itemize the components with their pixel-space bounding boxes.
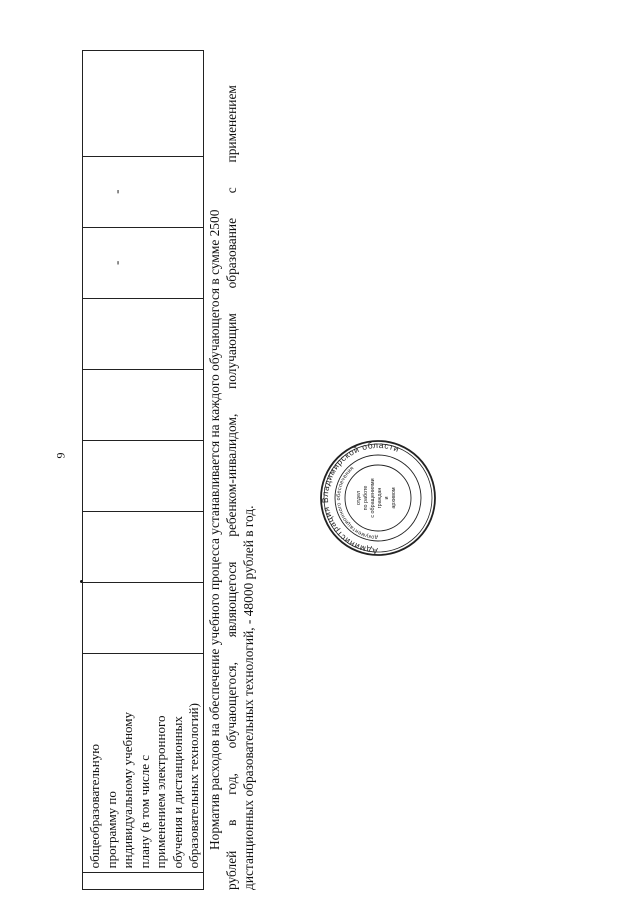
word: год, (224, 773, 239, 795)
budget-table (82, 50, 204, 890)
rotated-page-content (82, 30, 297, 890)
word: образование (224, 217, 239, 289)
label-line: применением электронного (153, 715, 168, 869)
stamp-inner-line: по работе (363, 485, 369, 511)
table-cell-value (83, 441, 204, 512)
word: в (224, 819, 239, 826)
table-cell-value (83, 298, 204, 369)
paragraph-line: Норматив расходов на обеспечение учебного процесса устанавливается на каждого обучающегося в сумме 2500 (207, 209, 222, 850)
label-line: программу по (103, 791, 119, 869)
stamp-outer-text: Администрация Владимирской области (319, 439, 401, 557)
table-cell-value (83, 370, 204, 441)
label-line: образовательных технологий) (186, 703, 201, 869)
word: получающим (224, 313, 239, 389)
word: с (224, 187, 239, 194)
label-line: обучения и дистанционных (169, 716, 185, 869)
word: обучающегося, (224, 662, 239, 749)
stamp-inner-line: и (384, 496, 390, 500)
label-line: индивидуальному учебному (120, 711, 135, 869)
page-number: 9 (53, 452, 68, 459)
table-cell-value (83, 583, 204, 654)
stamp-inner-line: отдел (356, 490, 362, 506)
word: ребенком-инвалидом, (224, 413, 239, 537)
paragraph-line: дистанционных образовательных технологий, - 48000 рублей в год. (241, 505, 256, 890)
table-row (83, 51, 204, 890)
table-cell-value (83, 51, 204, 157)
paragraph-line-justified (223, 85, 240, 890)
table-cell-index (83, 873, 204, 890)
stamp-inner-line: архивом (391, 487, 397, 509)
label-line: общеобразовательную (87, 744, 102, 869)
table-cell-value: - (83, 227, 204, 298)
word: применением (224, 85, 239, 163)
stamp-inner-line: с обращениями (370, 478, 376, 518)
stamp-seal-icon (318, 438, 438, 558)
table-cell-value (83, 512, 204, 583)
word: рублей (224, 850, 239, 890)
word: являющегося (224, 561, 239, 638)
official-stamp (318, 438, 438, 558)
stamp-inner-line: граждан (377, 487, 383, 509)
norm-paragraph (206, 85, 257, 890)
stamp-ring-text: документационного обеспечения (335, 465, 379, 541)
label-line: плану (в том числе с (136, 754, 152, 869)
table-cell-label (83, 654, 204, 873)
table-cell-value: - (83, 156, 204, 227)
